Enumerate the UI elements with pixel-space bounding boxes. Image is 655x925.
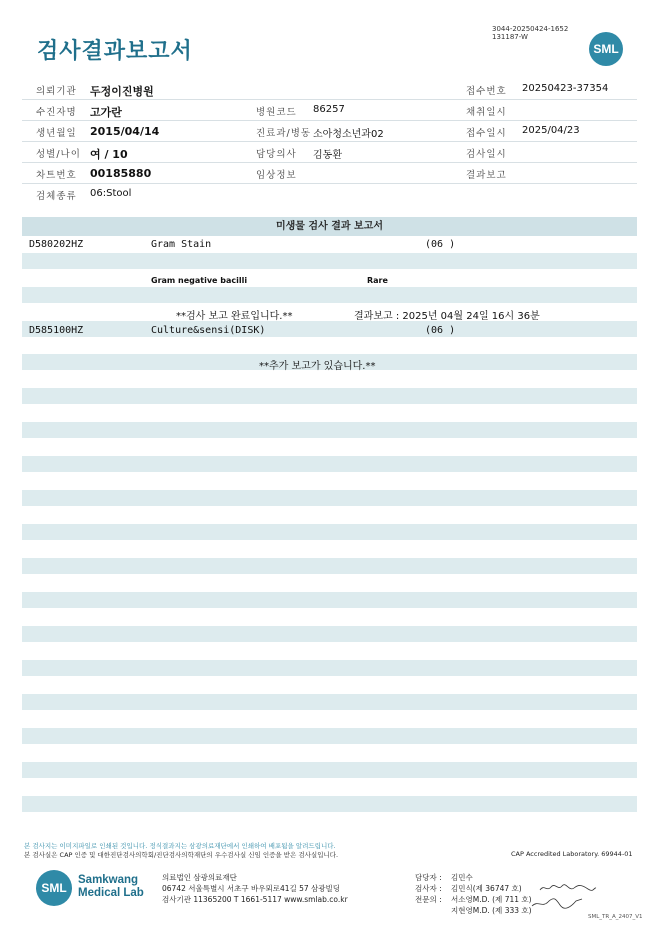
doctor-label: 담당의사 [256, 149, 297, 160]
doctor-value: 김동환 [313, 150, 342, 161]
receipt-no-value: 20250423-37354 [522, 83, 609, 94]
receipt-date-label: 접수일시 [466, 128, 507, 139]
table-row-stripe [22, 558, 637, 574]
clinical-label: 임상정보 [256, 170, 297, 181]
test-name-2: Culture&sensi(DISK) [151, 325, 266, 336]
table-row-stripe [22, 287, 637, 303]
patient-info-table [22, 79, 637, 204]
specimen-code-2: (06 ) [425, 325, 456, 336]
test-code-1: D580202HZ [29, 239, 84, 250]
info-row-3 [22, 121, 637, 142]
staff-row [415, 905, 532, 916]
specimen-code-1: (06 ) [425, 239, 456, 250]
hospital-label: 의뢰기관 [36, 86, 77, 97]
table-row-stripe [22, 456, 637, 472]
footer-notice-1: 본 검사지는 이미지파일로 인쇄된 것입니다. 정식결과지는 삼광의료재단에서 인쇄하여 배포됨을 알려드립니다. [24, 842, 336, 850]
hospital-code-value: 86257 [313, 104, 345, 115]
receipt-date-value: 2025/04/23 [522, 125, 580, 136]
signature-2-icon [530, 896, 585, 910]
report-section-title: 미생물 검사 결과 보고서 [22, 217, 637, 236]
brand-name [78, 874, 144, 900]
table-row-stripe [22, 626, 637, 642]
staff-role: 전문의 : [415, 895, 442, 904]
staff-name: 김민수 [451, 873, 473, 882]
test-date-label: 검사일시 [466, 149, 507, 160]
staff-role: 검사자 : [415, 884, 442, 893]
birth-value: 2015/04/14 [90, 125, 160, 138]
result-report-label: 결과보고 [466, 170, 507, 181]
test-code-2: D585100HZ [29, 325, 84, 336]
table-row-stripe [22, 694, 637, 710]
lab-address-block [162, 872, 348, 905]
table-row-stripe [22, 796, 637, 812]
staff-name: 김민식(제 36747 호) [451, 884, 522, 893]
table-row-stripe [22, 388, 637, 404]
sex-age-label: 성별/나이 [36, 149, 81, 160]
table-row-stripe [22, 422, 637, 438]
brand-line-2: Medical Lab [78, 887, 144, 899]
report-time: 결과보고 : 2025년 04월 24일 16시 36분 [354, 311, 540, 322]
lab-contact: 검사기관 11365200 T 1661-5117 www.smlab.co.kr [162, 895, 348, 904]
chart-label: 차트번호 [36, 170, 77, 181]
staff-role: 담당자 : [415, 873, 442, 882]
patient-label: 수진자명 [36, 107, 77, 118]
staff-row [415, 894, 532, 905]
table-row-stripe [22, 728, 637, 744]
form-code: SML_TR_A_2407_V1 [588, 914, 643, 920]
table-row-stripe [22, 490, 637, 506]
brand-line-1: Samkwang [78, 874, 139, 886]
specimen-value: 06:Stool [90, 188, 132, 199]
table-row-stripe [22, 253, 637, 269]
patient-value: 고가란 [90, 106, 122, 119]
additional-report-note: **추가 보고가 있습니다.** [259, 361, 376, 372]
info-row-2 [22, 100, 637, 121]
table-row-stripe [22, 592, 637, 608]
specimen-label: 검체종류 [36, 191, 77, 202]
staff-row [415, 883, 532, 894]
sml-logo-icon: SML [589, 32, 623, 66]
footer-notice-2: 본 검사실은 CAP 인증 및 대한진단검사의학회/진단검사의학재단의 우수검사실 신임 인증을 받은 검사실입니다. [24, 851, 339, 859]
hospital-code-label: 병원코드 [256, 107, 297, 118]
staff-row [415, 872, 532, 883]
chart-value: 00185880 [90, 167, 152, 180]
organism-amount: Rare [367, 276, 388, 285]
report-complete-note: **검사 보고 완료입니다.** [176, 311, 293, 322]
table-row-stripe [22, 524, 637, 540]
info-row-6 [22, 184, 637, 204]
sml-footer-logo-icon: SML [36, 870, 72, 906]
document-id [492, 25, 568, 41]
organism-result: Gram negative bacilli [151, 276, 248, 285]
info-row-1 [22, 79, 637, 100]
info-row-4 [22, 142, 637, 163]
document-id-line2: 131187-W [492, 33, 528, 41]
table-row-stripe [22, 321, 637, 337]
signature-1-icon [538, 882, 598, 894]
cap-accreditation: CAP Accredited Laboratory. 69944-01 [511, 850, 633, 858]
staff-block [415, 872, 532, 916]
hospital-value: 두정이진병원 [90, 85, 154, 98]
staff-name: 서소영M.D. (제 711 호) [451, 895, 532, 904]
birth-label: 생년월일 [36, 128, 77, 139]
collect-date-label: 채취일시 [466, 107, 507, 118]
lab-address: 06742 서울특별시 서초구 바우뫼로41길 57 삼광빌딩 [162, 884, 341, 893]
receipt-no-label: 접수번호 [466, 86, 507, 97]
lab-org-name: 의료법인 삼광의료재단 [162, 873, 237, 882]
dept-label: 진료과/병동 [256, 128, 312, 139]
sex-age-value: 여 / 10 [90, 148, 128, 161]
document-id-line1: 3044-20250424-1652 [492, 25, 569, 33]
table-row-stripe [22, 660, 637, 676]
test-name-1: Gram Stain [151, 239, 212, 250]
dept-value: 소아청소년과02 [313, 129, 384, 140]
table-row-stripe [22, 762, 637, 778]
staff-name: 지현영M.D. (제 333 호) [451, 906, 532, 915]
info-row-5 [22, 163, 637, 184]
page-title: 검사결과보고서 [37, 39, 193, 64]
